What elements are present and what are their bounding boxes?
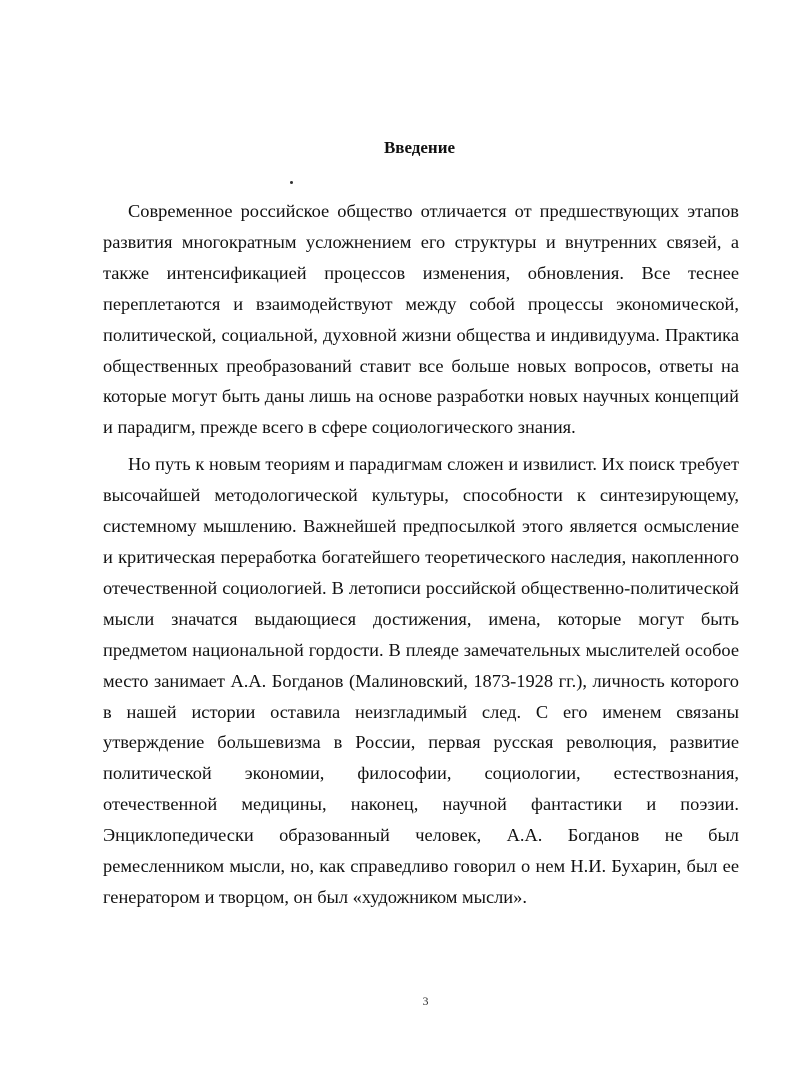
scan-speck [290,181,293,184]
page-number: 3 [422,994,429,1008]
body-text [103,196,739,913]
paragraph-2: Но путь к новым теориям и парадигмам сложен и извилист. Их поиск требует высочайшей методологической культуры, способности к синтезирующему, системному мышлению. Важнейшей предпосылкой этого является осмысление и критическая переработка богатейшего теоретического наследия, накопленного отечественной социологией. В летописи российской общественно-политической мысли значатся выдающиеся достижения, имена, которые могут быть предметом национальной гордости. В плеяде замечательных мыслителей особое место занимает А.А. Богданов (Малиновский, 1873-1928 гг.), личность которого в нашей истории оставила неизгладимый след. С его именем связаны утверждение большевизма в России, первая русская революция, развитие политической экономии, философии, социологии, естествознания, отечественной медицины, наконец, научной фантастики и поэзии. Энциклопедически образованный человек, А.А. Богданов не был ремесленником мысли, но, как справедливо говорил о нем Н.И. Бухарин, был ее генератором и творцом, он был «художником мысли». [103,454,739,907]
section-title: Введение [383,138,456,157]
paragraph-1: Современное российское общество отличается от предшествующих этапов развития многократным усложнением его структуры и внутренних связей, а также интенсификацией процессов изменения, обновления. Все теснее переплетаются и взаимодействуют между собой процессы экономической, политической, социальной, духовной жизни общества и индивидуума. Практика общественных преобразований ставит все больше новых вопросов, ответы на которые могут быть даны лишь на основе разработки новых научных концепций и парадигм, прежде всего в сфере социологического знания. [103,201,739,438]
